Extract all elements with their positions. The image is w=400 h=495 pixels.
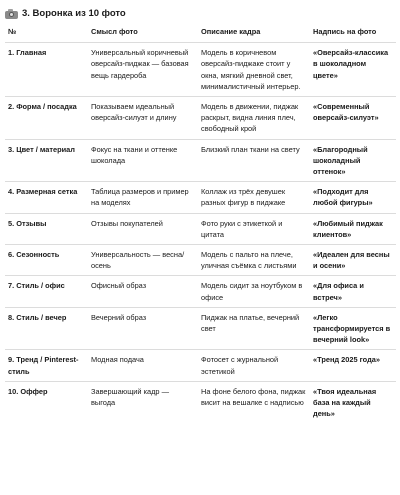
camera-icon — [5, 9, 18, 19]
row-meaning: Таблица размеров и пример на моделях — [88, 182, 198, 213]
row-caption: «Любимый пиджак клиентов» — [310, 213, 396, 244]
row-name: 1. Главная — [5, 43, 88, 97]
section-title: 3. Воронка из 10 фото — [22, 8, 126, 19]
row-description: На фоне белого фона, пиджак висит на вешалке с надписью — [201, 386, 306, 408]
row-name: 5. Отзывы — [5, 213, 88, 244]
row-caption: «Подходит для любой фигуры» — [310, 182, 396, 213]
row-meaning: Универсальность — весна/осень — [88, 245, 198, 276]
section-heading — [5, 8, 396, 19]
row-name: 9. Тренд / Pinterest-стиль — [5, 350, 88, 381]
row-meaning: Универсальный коричневый оверсайз-пиджак — базовая вещь гардероба — [88, 43, 198, 97]
row-name: 2. Форма / посадка — [5, 97, 88, 140]
table-row — [5, 182, 396, 213]
row-name: 7. Стиль / офис — [5, 276, 88, 307]
header-description: Описание кадра — [198, 24, 310, 43]
row-name: 3. Цвет / материал — [5, 139, 88, 182]
row-caption: «Современный оверсайз-силуэт» — [310, 97, 396, 140]
row-meaning: Фокус на ткани и оттенке шоколада — [88, 139, 198, 182]
row-name: 4. Размерная сетка — [5, 182, 88, 213]
row-description: Фото руки с этикеткой и цитата — [198, 213, 310, 244]
header-meaning: Смысл фото — [88, 24, 198, 43]
table-header-row — [5, 24, 396, 43]
row-name: 6. Сезонность — [5, 245, 88, 276]
header-caption: Надпись на фото — [310, 24, 396, 43]
table-row — [5, 213, 396, 244]
table-row — [5, 97, 396, 140]
table-row — [5, 43, 396, 97]
row-description: Коллаж из трёх девушек разных фигур в пиджаке — [198, 182, 310, 213]
table-row — [5, 139, 396, 182]
row-meaning: Офисный образ — [88, 276, 198, 307]
row-caption: «Для офиса и встреч» — [310, 276, 396, 307]
table-row — [5, 276, 396, 307]
row-description: Фотосет с журнальной эстетикой — [198, 350, 310, 381]
row-meaning: Модная подача — [88, 350, 198, 381]
row-description: Пиджак на платье, вечерний свет — [198, 307, 310, 350]
row-meaning: Показываем идеальный оверсайз-силуэт и длину — [88, 97, 198, 140]
row-meaning: Завершающий кадр — выгода — [91, 386, 169, 408]
row-description: Модель в коричневом оверсайз-пиджаке стоит у окна, мягкий дневной свет, минималистичный интерьер. — [198, 43, 310, 97]
row-caption: «Легко трансформируется в вечерний look» — [310, 307, 396, 350]
row-description: Модель сидит за ноутбуком в офисе — [198, 276, 310, 307]
table-row — [5, 381, 396, 423]
row-caption: «Идеален для весны и осени» — [310, 245, 396, 276]
row-caption: «Благородный шоколадный оттенок» — [310, 139, 396, 182]
header-number: № — [5, 24, 88, 43]
row-meaning: Отзывы покупателей — [88, 213, 198, 244]
row-name: 10. Оффер — [8, 386, 48, 396]
row-caption: «Тренд 2025 года» — [310, 350, 396, 381]
photo-funnel-table — [5, 24, 396, 423]
table-row — [5, 307, 396, 350]
table-row — [5, 245, 396, 276]
row-name: 8. Стиль / вечер — [5, 307, 88, 350]
row-caption: «Твоя идеальная база на каждый день» — [313, 386, 377, 419]
row-description: Модель с пальто на плече, уличная съёмка с листьями — [198, 245, 310, 276]
table-row — [5, 350, 396, 381]
row-caption: «Оверсайз-классика в шоколадном цвете» — [310, 43, 396, 97]
row-meaning: Вечерний образ — [88, 307, 198, 350]
row-description: Модель в движении, пиджак раскрыт, видна линия плеч, свободный крой — [198, 97, 310, 140]
row-description: Близкий план ткани на свету — [198, 139, 310, 182]
